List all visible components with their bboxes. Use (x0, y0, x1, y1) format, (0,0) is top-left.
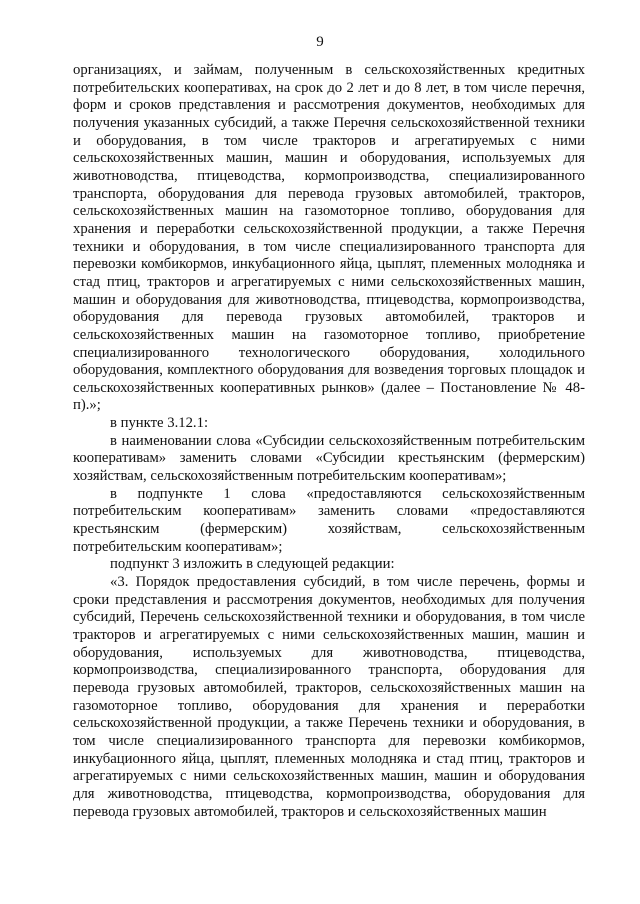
paragraph-subitem-3-text: «3. Порядок предоставления субсидий, в том числе перечень, формы и сроки представления и рассмотрения документов, необходимых для получения субсидий, Перечень сельскохозяйственной техники и оборудования, в том числе тракторов и агрегатируемых с ними сельскохозяйственных машин, машин и оборудования, используемых для животноводства, птицеводства, кормопроизводства, специализированного транспорта, оборудования для перевода грузовых автомобилей, тракторов, сельскохозяйственных машин на газомоторное топливо, оборудования для хранения и переработки сельскохозяйственной продукции, а также Перечень техники и оборудования, в том числе специализированного транспорта для перевозки комбикормов, инкубационного яйца, цыплят, племенных молодняка и стад птиц, тракторов и агрегатируемых с ними сельскохозяйственных машин, машин и оборудования для животноводства, птицеводства, кормопроизводства, оборудования для перевода грузовых автомобилей, тракторов и сельскохозяйственных машин (73, 574, 585, 820)
paragraph-subitem-3-intro: подпункт 3 изложить в следующей редакции: (110, 556, 395, 573)
paragraph-title-change: в наименовании слова «Субсидии сельскохозяйственным потребительским кооперативам» заменить словами «Субсидии крестьянским (фермерским) хозяйствам, сельскохозяйственным потребительским кооперативам»; (73, 432, 585, 485)
paragraph-item-3-12-1: в пункте 3.12.1: (110, 415, 209, 432)
paragraph-continuation: организациях, и займам, полученным в сельскохозяйственных кредитных потребительских кооперативах, на срок до 2 лет и до 8 лет, в том числе перечня, форм и сроков представления и рассмотрения документов, необходимых для получения указанных субсидий, а также Перечня сельскохозяйственной техники и оборудования, в том числе тракторов и агрегатируемых с ними сельскохозяйственных машин, машин и оборудования, используемых для животноводства, птицеводства, кормопроизводства, специализированного транспорта, оборудования для перевода грузовых автомобилей, тракторов, сельскохозяйственных машин на газомоторное топливо, оборудования для хранения и переработки сельскохозяйственной продукции, а также Перечня техники и оборудования, в том числе специализированного транспорта для перевозки комбикормов, инкубационного яйца, цыплят, племенных молодняка и стад птиц, тракторов и агрегатируемых с ними сельскохозяйственных машин, машин и оборудования для животноводства, птицеводства, кормопроизводства, оборудования для перевода грузовых автомобилей, тракторов и сельскохозяйственных машин на газомоторное топливо, приобретение специализированного технологического оборудования, холодильного оборудования, комплектного оборудования для возведения торговых площадок и сельскохозяйственных кооперативных рынков» (далее – Постановление № 48-п).»; (73, 62, 585, 414)
paragraph-subitem-1-change: в подпункте 1 слова «предоставляются сельскохозяйственным потребительским кооперативам» заменить словами «предоставляются крестьянским (фермерским) хозяйствам, сельскохозяйственным потребительским кооперативам»; (73, 485, 585, 555)
document-body (73, 62, 585, 821)
page-number: 9 (316, 34, 324, 50)
